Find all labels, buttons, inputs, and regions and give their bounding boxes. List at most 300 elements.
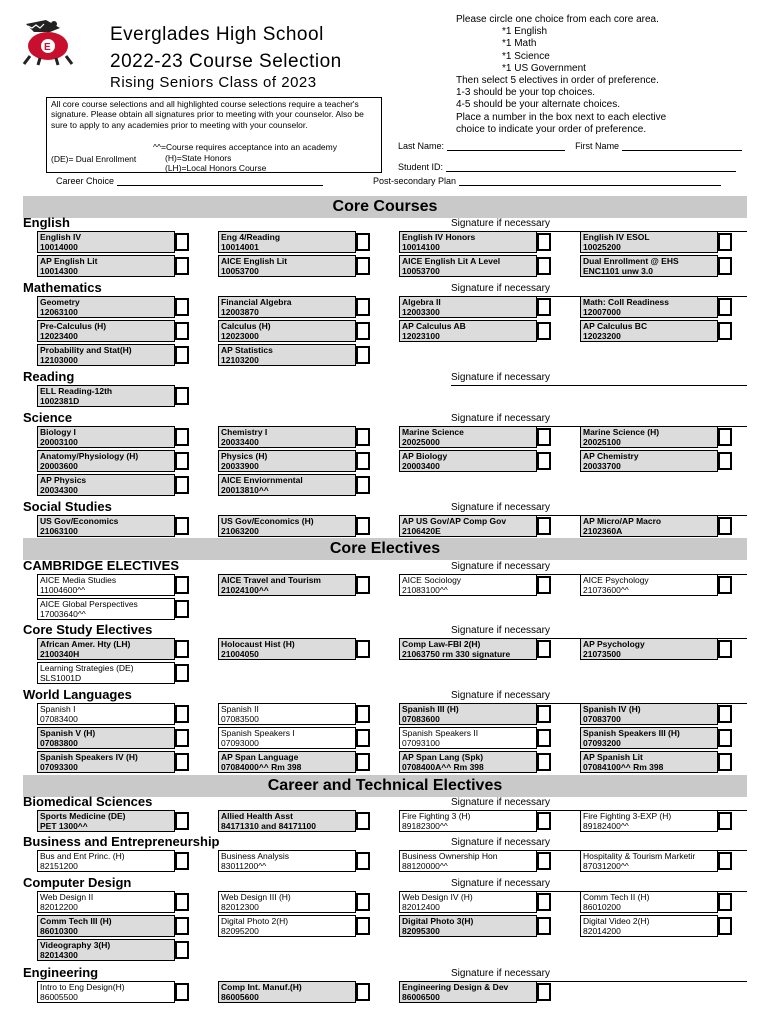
course-code: 12103200 [221, 355, 259, 365]
course-option[interactable] [218, 296, 356, 318]
course-option[interactable] [399, 850, 537, 872]
course-option[interactable] [37, 981, 175, 1003]
preference-checkbox[interactable] [356, 812, 370, 830]
course-option[interactable] [218, 515, 356, 537]
preference-checkbox[interactable] [356, 705, 370, 723]
preference-checkbox[interactable] [175, 387, 189, 405]
course-name: Business Ownership Hon [402, 851, 498, 861]
course-name: AICE Psychology [583, 575, 649, 585]
course-name: Spanish III (H) [402, 704, 459, 714]
course-name: English IV ESOL [583, 232, 650, 242]
preference-checkbox[interactable] [175, 576, 189, 594]
course-option[interactable] [218, 981, 356, 1003]
signature-label: Signature if necessary [451, 371, 747, 386]
preference-checkbox[interactable] [537, 517, 551, 535]
signature-line[interactable] [451, 624, 747, 639]
course-option[interactable] [37, 662, 175, 684]
course-option[interactable] [580, 891, 718, 913]
section-header [23, 965, 747, 981]
course-option[interactable] [37, 296, 175, 318]
course-option[interactable] [399, 320, 537, 342]
course-option[interactable] [218, 450, 356, 472]
course-name: Web Design III (H) [221, 892, 291, 902]
course-name: Spanish Speakers II [402, 728, 479, 738]
course-name: Marine Science (H) [583, 427, 660, 437]
course-code: 20013810^^ [221, 485, 269, 495]
last-name-field[interactable] [398, 141, 742, 151]
section-header [23, 622, 747, 638]
course-code: 07083800 [40, 738, 78, 748]
preference-checkbox[interactable] [175, 476, 189, 494]
course-option[interactable] [37, 450, 175, 472]
preference-checkbox[interactable] [175, 729, 189, 747]
course-option[interactable] [580, 296, 718, 318]
course-code: 20003100 [40, 437, 78, 447]
preference-checkbox[interactable] [537, 705, 551, 723]
course-name: Bus and Ent Princ. (H) [40, 851, 125, 861]
signature-label: Signature if necessary [451, 836, 747, 851]
career-choice-line[interactable] [117, 185, 323, 186]
course-option[interactable] [580, 850, 718, 872]
preference-checkbox[interactable] [718, 298, 732, 316]
instruction-line: *1 US Government [502, 62, 586, 74]
preference-checkbox[interactable] [356, 476, 370, 494]
course-option[interactable] [37, 385, 175, 407]
course-option[interactable] [580, 638, 718, 660]
course-option[interactable] [37, 727, 175, 749]
course-code: 07083500 [221, 714, 259, 724]
course-code: 07093000 [221, 738, 259, 748]
preference-checkbox[interactable] [356, 428, 370, 446]
preference-checkbox[interactable] [175, 298, 189, 316]
last-name-line[interactable] [447, 150, 565, 151]
course-option[interactable] [37, 703, 175, 725]
signature-line[interactable] [451, 282, 747, 297]
course-option[interactable] [399, 638, 537, 660]
course-option[interactable] [399, 751, 537, 773]
course-option[interactable] [399, 515, 537, 537]
course-code: 07083600 [402, 714, 440, 724]
preference-checkbox[interactable] [356, 893, 370, 911]
signature-label: Signature if necessary [451, 877, 747, 892]
preference-checkbox[interactable] [718, 517, 732, 535]
course-option[interactable] [37, 515, 175, 537]
course-code: 1002381D [40, 396, 80, 406]
course-option[interactable] [399, 255, 537, 277]
preference-checkbox[interactable] [175, 941, 189, 959]
course-option[interactable] [218, 344, 356, 366]
course-option[interactable] [37, 474, 175, 496]
preference-checkbox[interactable] [356, 233, 370, 251]
course-code: 82095200 [221, 926, 259, 936]
course-name: AP Span Lang (Spk) [402, 752, 484, 762]
preference-checkbox[interactable] [175, 983, 189, 1001]
signature-line[interactable] [451, 689, 747, 704]
course-code: 07083400 [40, 714, 78, 724]
student-id-field[interactable] [398, 162, 736, 172]
preference-checkbox[interactable] [175, 452, 189, 470]
course-name: Engineering Design & Dev [402, 982, 509, 992]
preference-checkbox[interactable] [356, 729, 370, 747]
preference-checkbox[interactable] [537, 983, 551, 1001]
course-name: English IV Honors [402, 232, 476, 242]
note-legend [153, 142, 337, 174]
signature-line[interactable] [451, 877, 747, 892]
course-code: 21073600^^ [583, 585, 629, 595]
career-choice-field[interactable] [56, 176, 323, 186]
course-code: 82012200 [40, 902, 78, 912]
preference-checkbox[interactable] [718, 705, 732, 723]
signature-line[interactable] [451, 796, 747, 811]
preference-checkbox[interactable] [718, 729, 732, 747]
course-code: 86010300 [40, 926, 78, 936]
post-secondary-line[interactable] [459, 185, 721, 186]
course-option[interactable] [580, 727, 718, 749]
preference-checkbox[interactable] [356, 322, 370, 340]
signature-line[interactable] [451, 371, 747, 386]
course-code: 21063750 rm 330 signature [402, 649, 511, 659]
course-option[interactable] [399, 727, 537, 749]
preference-checkbox[interactable] [175, 257, 189, 275]
preference-checkbox[interactable] [356, 917, 370, 935]
course-name: Spanish Speakers III (H) [583, 728, 680, 738]
section-title: Business and Entrepreneurship [23, 834, 220, 849]
first-name-label: First Name [575, 141, 620, 151]
course-code: 21083100^^ [402, 585, 448, 595]
course-option[interactable] [399, 296, 537, 318]
course-option[interactable] [37, 344, 175, 366]
course-code: 10014300 [40, 266, 78, 276]
course-option[interactable] [580, 426, 718, 448]
preference-checkbox[interactable] [537, 640, 551, 658]
course-option[interactable] [218, 891, 356, 913]
course-option[interactable] [580, 703, 718, 725]
course-option[interactable] [399, 981, 537, 1003]
student-id-label: Student ID: [398, 162, 444, 172]
course-code: 2100340H [40, 649, 80, 659]
preference-checkbox[interactable] [356, 346, 370, 364]
course-code: 12023400 [40, 331, 78, 341]
course-name: AP Physics [40, 475, 87, 485]
course-name: Geometry [40, 297, 80, 307]
course-code: 12023000 [221, 331, 259, 341]
course-name: AP Micro/AP Macro [583, 516, 662, 526]
course-code: 10014000 [40, 242, 78, 252]
instruction-line: *1 English [502, 26, 548, 38]
course-option[interactable] [580, 574, 718, 596]
preference-checkbox[interactable] [537, 576, 551, 594]
preference-checkbox[interactable] [356, 852, 370, 870]
preference-checkbox[interactable] [175, 812, 189, 830]
section-title: Social Studies [23, 499, 112, 514]
course-name: AICE Media Studies [40, 575, 117, 585]
course-code: 07093300 [40, 762, 78, 772]
signature-label: Signature if necessary [451, 796, 747, 811]
preference-checkbox[interactable] [537, 322, 551, 340]
preference-checkbox[interactable] [175, 640, 189, 658]
course-option[interactable] [399, 231, 537, 253]
preference-checkbox[interactable] [718, 812, 732, 830]
preference-checkbox[interactable] [537, 753, 551, 771]
school-mascot-logo [20, 12, 75, 67]
preference-checkbox[interactable] [175, 428, 189, 446]
course-option[interactable] [37, 891, 175, 913]
course-code: 86005500 [40, 992, 78, 1002]
preference-checkbox[interactable] [175, 664, 189, 682]
preference-checkbox[interactable] [537, 452, 551, 470]
preference-checkbox[interactable] [718, 576, 732, 594]
preference-checkbox[interactable] [175, 346, 189, 364]
section-header [23, 834, 747, 850]
course-code: 88120000^^ [402, 861, 448, 871]
preference-checkbox[interactable] [718, 428, 732, 446]
signature-line[interactable] [451, 836, 747, 851]
course-code: 17003640^^ [40, 609, 86, 619]
signature-line[interactable] [451, 412, 747, 427]
course-code: 86005600 [221, 992, 259, 1002]
course-option[interactable] [580, 810, 718, 832]
preference-checkbox[interactable] [718, 917, 732, 935]
course-name: Spanish IV (H) [583, 704, 641, 714]
preference-checkbox[interactable] [356, 298, 370, 316]
course-option[interactable] [37, 426, 175, 448]
course-name: AP Calculus AB [402, 321, 466, 331]
preference-checkbox[interactable] [175, 917, 189, 935]
preference-checkbox[interactable] [356, 517, 370, 535]
preference-checkbox[interactable] [718, 233, 732, 251]
course-name: Videography 3(H) [40, 940, 111, 950]
course-code: 86006500 [402, 992, 440, 1002]
course-name: Spanish Speakers IV (H) [40, 752, 138, 762]
course-option[interactable] [399, 915, 537, 937]
preference-checkbox[interactable] [718, 893, 732, 911]
preference-checkbox[interactable] [175, 517, 189, 535]
course-option[interactable] [37, 598, 175, 620]
preference-checkbox[interactable] [537, 233, 551, 251]
course-option[interactable] [399, 703, 537, 725]
preference-checkbox[interactable] [537, 298, 551, 316]
preference-checkbox[interactable] [718, 257, 732, 275]
course-name: ELL Reading-12th [40, 386, 113, 396]
course-name: AP Calculus BC [583, 321, 648, 331]
preference-checkbox[interactable] [537, 257, 551, 275]
course-name: Comp Law-FBI 2(H) [402, 639, 481, 649]
first-name-line[interactable] [622, 150, 742, 151]
course-option[interactable] [218, 727, 356, 749]
student-id-line[interactable] [446, 171, 736, 172]
course-option[interactable] [580, 231, 718, 253]
course-code: 20003400 [402, 461, 440, 471]
course-option[interactable] [37, 939, 175, 961]
course-option[interactable] [218, 810, 356, 832]
course-option[interactable] [37, 320, 175, 342]
post-secondary-field[interactable] [373, 176, 721, 186]
course-name: AP Chemistry [583, 451, 639, 461]
course-option[interactable] [580, 255, 718, 277]
preference-checkbox[interactable] [175, 233, 189, 251]
course-option[interactable] [218, 850, 356, 872]
course-code: 20033400 [221, 437, 259, 447]
course-option[interactable] [218, 915, 356, 937]
course-code: 82151200 [40, 861, 78, 871]
course-name: AICE English Lit A Level [402, 256, 501, 266]
instruction-line: *1 Math [502, 38, 537, 50]
preference-checkbox[interactable] [718, 452, 732, 470]
preference-checkbox[interactable] [537, 729, 551, 747]
signature-label: Signature if necessary [451, 689, 747, 704]
course-code: 12003870 [221, 307, 259, 317]
course-code: 83011200^^ [221, 861, 267, 871]
course-code: 86010200 [583, 902, 621, 912]
course-option[interactable] [218, 751, 356, 773]
course-code: 2106420E [402, 526, 441, 536]
signature-label: Signature if necessary [451, 412, 747, 427]
preference-checkbox[interactable] [175, 753, 189, 771]
preference-checkbox[interactable] [537, 812, 551, 830]
section-header [23, 875, 747, 891]
course-code: 0708400A^^ Rm 398 [402, 762, 484, 772]
course-option[interactable] [37, 810, 175, 832]
instruction-line: Please circle one choice from each core area. [456, 14, 659, 25]
preference-checkbox[interactable] [356, 983, 370, 1001]
section-header [23, 280, 747, 296]
course-name: AP Span Language [221, 752, 299, 762]
course-code: 20025000 [402, 437, 440, 447]
course-code: 21063100 [40, 526, 78, 536]
course-name: Math: Coll Readiness [583, 297, 669, 307]
course-code: 07093100 [402, 738, 440, 748]
course-option[interactable] [218, 703, 356, 725]
preference-checkbox[interactable] [718, 640, 732, 658]
course-code: 21004050 [221, 649, 259, 659]
preference-checkbox[interactable] [175, 322, 189, 340]
preference-checkbox[interactable] [537, 852, 551, 870]
course-option[interactable] [37, 638, 175, 660]
signature-label: Signature if necessary [451, 217, 747, 232]
course-option[interactable] [218, 638, 356, 660]
course-code: 82014200 [583, 926, 621, 936]
preference-checkbox[interactable] [175, 852, 189, 870]
course-option[interactable] [37, 231, 175, 253]
course-name: Sports Medicine (DE) [40, 811, 126, 821]
course-option[interactable] [218, 574, 356, 596]
course-name: Learning Strategies (DE) [40, 663, 134, 673]
course-option[interactable] [218, 320, 356, 342]
course-name: Comp Int. Manuf.(H) [221, 982, 302, 992]
course-code: 10014001 [221, 242, 259, 252]
instruction-line: *1 Science [502, 50, 550, 62]
preference-checkbox[interactable] [356, 257, 370, 275]
course-option[interactable] [580, 751, 718, 773]
course-option[interactable] [580, 450, 718, 472]
section-header [23, 215, 747, 231]
preference-checkbox[interactable] [175, 893, 189, 911]
preference-checkbox[interactable] [356, 640, 370, 658]
course-name: AICE Sociology [402, 575, 462, 585]
course-name: Allied Health Asst [221, 811, 293, 821]
section-title: CAMBRIDGE ELECTIVES [23, 558, 180, 573]
course-name: African Amer. Hty (LH) [40, 639, 131, 649]
course-code: 12063100 [40, 307, 78, 317]
preference-checkbox[interactable] [356, 576, 370, 594]
course-code: 21073500 [583, 649, 621, 659]
preference-checkbox[interactable] [718, 322, 732, 340]
course-name: Spanish II [221, 704, 259, 714]
course-option[interactable] [580, 915, 718, 937]
course-code: 82012300 [221, 902, 259, 912]
page-title: 2022-23 Course Selection [110, 51, 342, 72]
course-option[interactable] [37, 255, 175, 277]
course-option[interactable] [218, 474, 356, 496]
course-option[interactable] [399, 426, 537, 448]
preference-checkbox[interactable] [537, 893, 551, 911]
svg-text:E: E [44, 42, 51, 53]
course-name: Dual Enrollment @ EHS [583, 256, 679, 266]
course-name: Spanish Speakers I [221, 728, 295, 738]
course-code: 20025100 [583, 437, 621, 447]
section-header [23, 794, 747, 810]
course-name: AICE Global Perspectives [40, 599, 138, 609]
course-name: Financial Algebra [221, 297, 292, 307]
course-option[interactable] [37, 574, 175, 596]
course-code: 12003300 [402, 307, 440, 317]
course-name: AP Biology [402, 451, 448, 461]
preference-checkbox[interactable] [718, 852, 732, 870]
course-option[interactable] [37, 915, 175, 937]
preference-checkbox[interactable] [175, 705, 189, 723]
course-name: AICE Enviornmental [221, 475, 303, 485]
signature-line[interactable] [451, 501, 747, 516]
course-option[interactable] [37, 751, 175, 773]
course-option[interactable] [399, 450, 537, 472]
course-name: Algebra II [402, 297, 441, 307]
course-code: 20033900 [221, 461, 259, 471]
course-code: 10053700 [221, 266, 259, 276]
course-code: 82012400 [402, 902, 440, 912]
section-header [23, 410, 747, 426]
signature-line[interactable] [451, 560, 747, 575]
course-option[interactable] [218, 426, 356, 448]
course-code: 07083700 [583, 714, 621, 724]
legend-local-honors: (LH)=Local Honors Course [165, 163, 267, 174]
course-code: 20033700 [583, 461, 621, 471]
preference-checkbox[interactable] [356, 452, 370, 470]
course-option[interactable] [218, 255, 356, 277]
course-option[interactable] [399, 574, 537, 596]
course-code: 20034300 [40, 485, 78, 495]
preference-checkbox[interactable] [175, 600, 189, 618]
course-option[interactable] [580, 320, 718, 342]
course-option[interactable] [399, 810, 537, 832]
course-code: 87031200^^ [583, 861, 629, 871]
preference-checkbox[interactable] [718, 753, 732, 771]
signature-line[interactable] [451, 967, 747, 982]
course-code: PET 1300^^ [40, 821, 88, 831]
course-option[interactable] [37, 850, 175, 872]
preference-checkbox[interactable] [356, 753, 370, 771]
course-option[interactable] [399, 891, 537, 913]
section-header [23, 687, 747, 703]
course-code: 20003600 [40, 461, 78, 471]
course-option[interactable] [580, 515, 718, 537]
signature-line[interactable] [451, 217, 747, 232]
course-name: AICE Travel and Tourism [221, 575, 321, 585]
course-name: Spanish I [40, 704, 76, 714]
course-option[interactable] [218, 231, 356, 253]
preference-checkbox[interactable] [537, 917, 551, 935]
signature-label: Signature if necessary [451, 282, 747, 297]
preference-checkbox[interactable] [537, 428, 551, 446]
